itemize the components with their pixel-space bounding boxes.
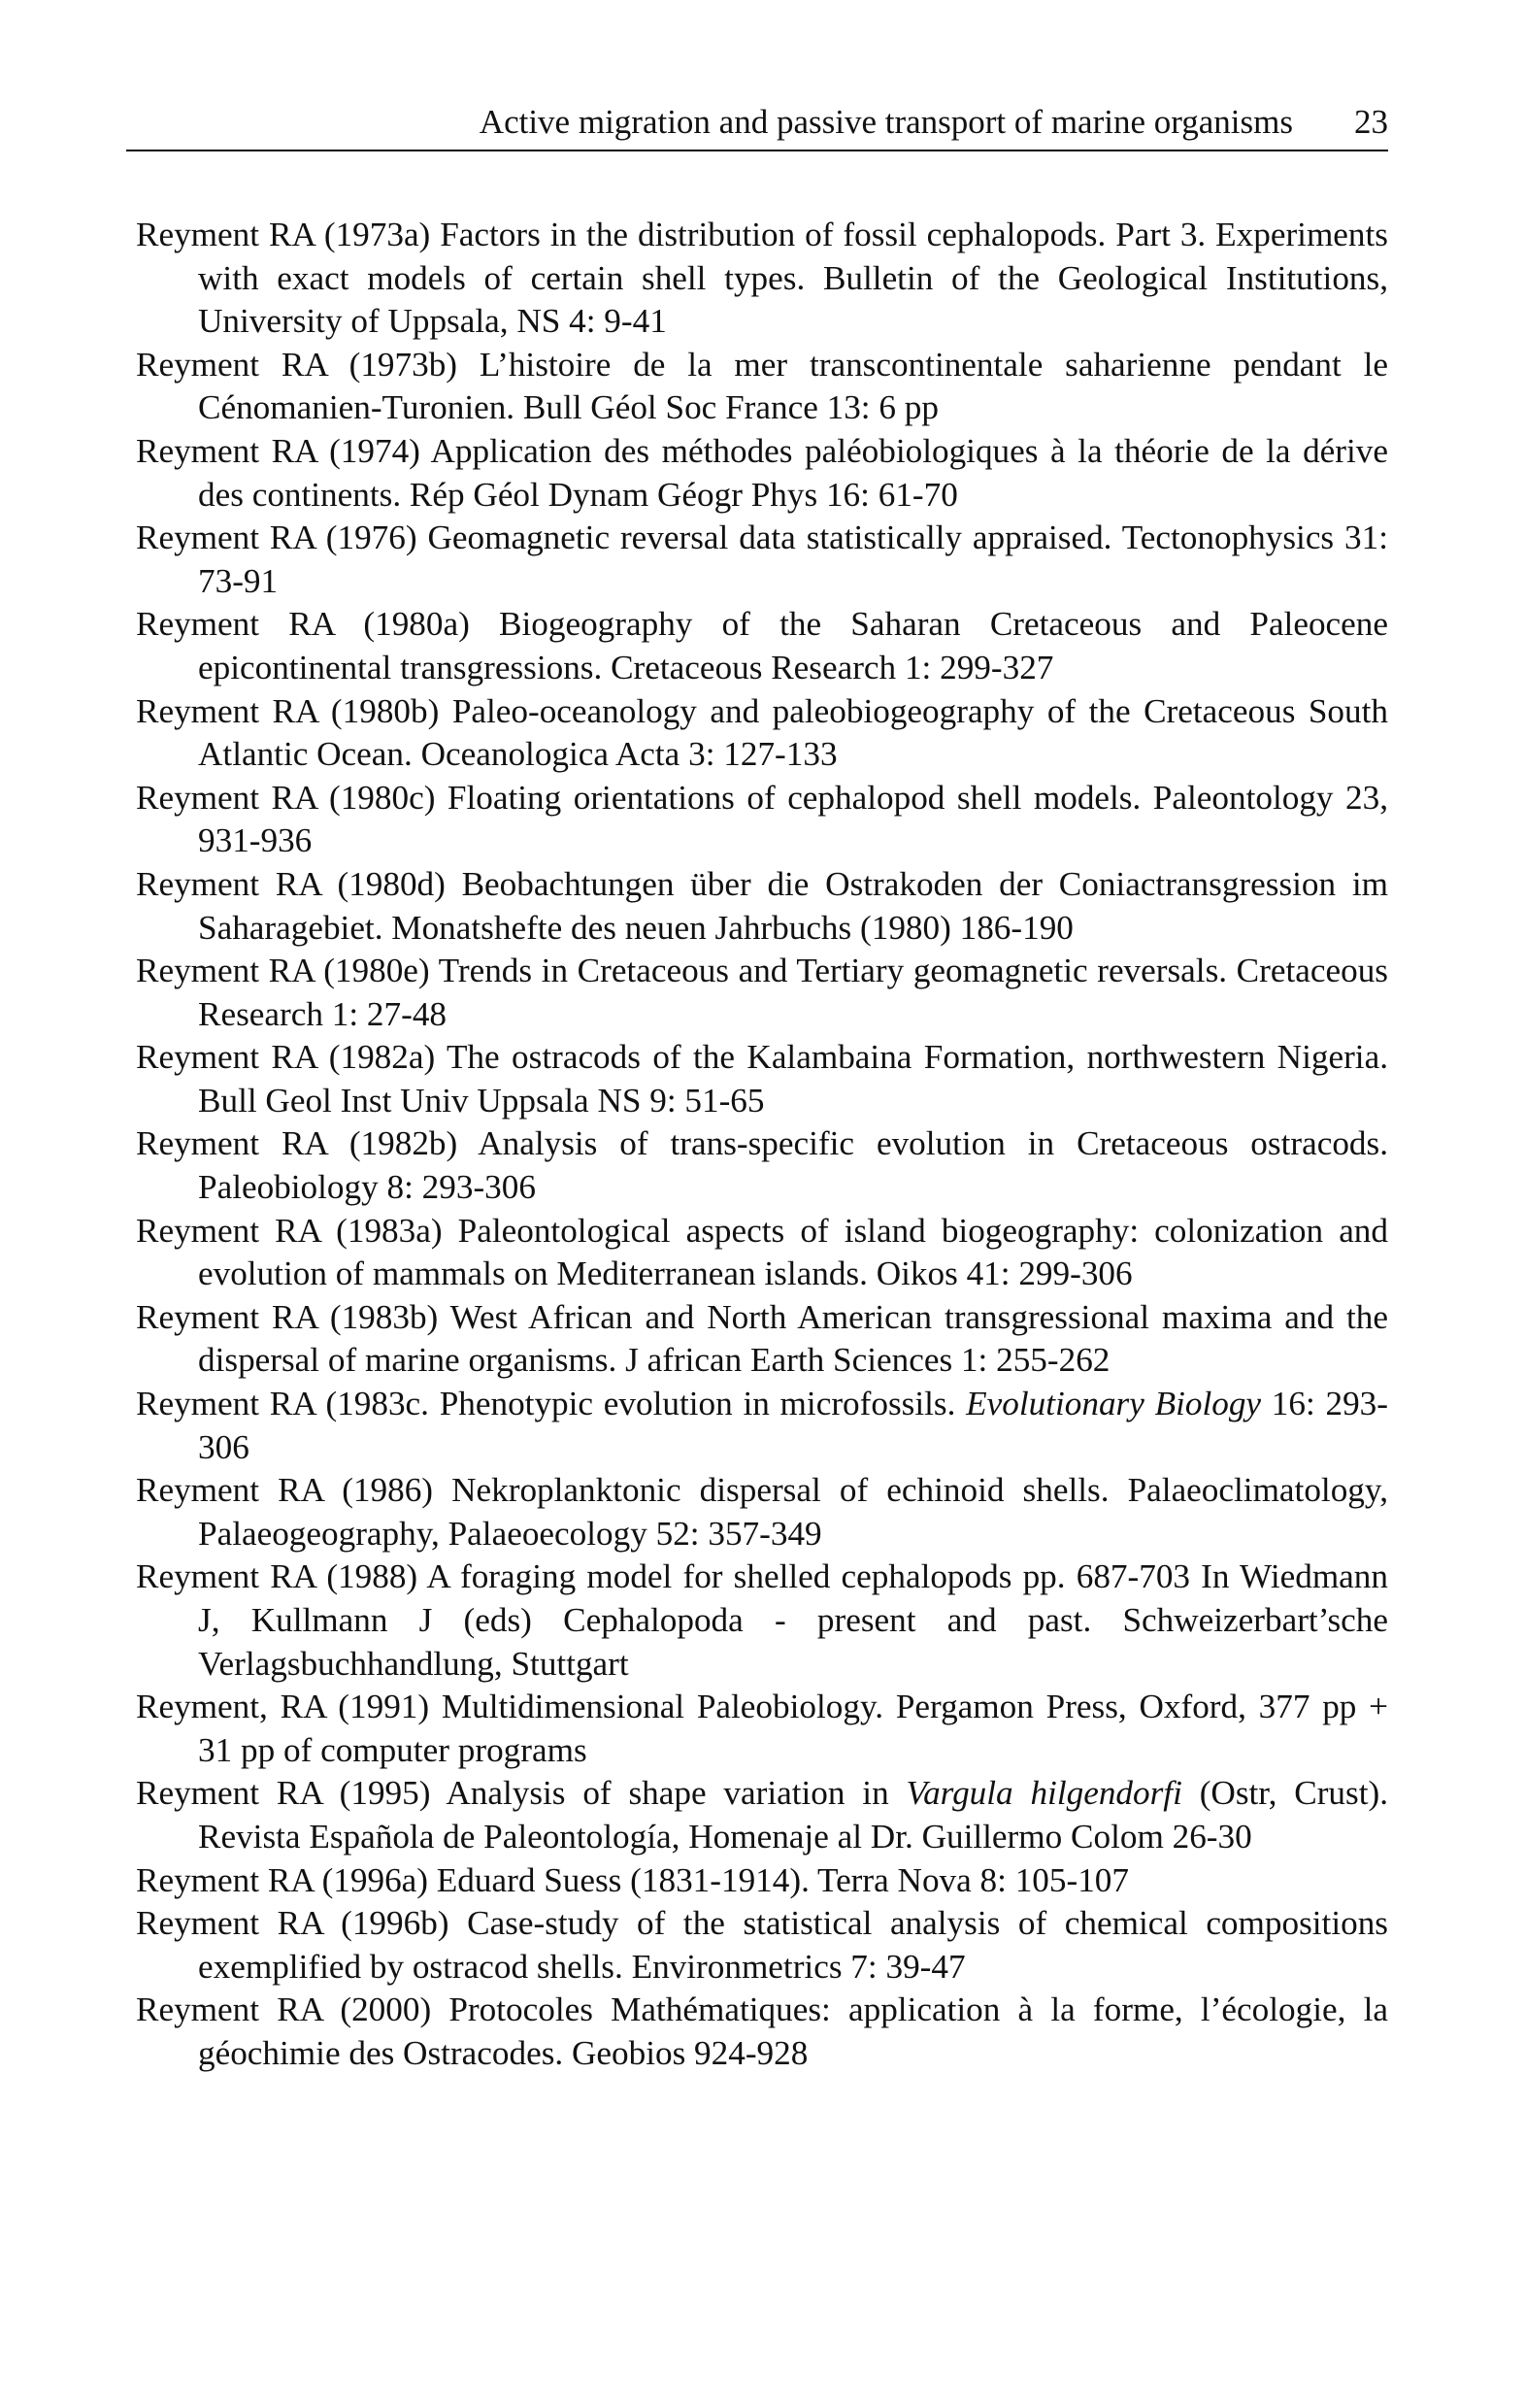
reference-italic-text: Evolutionary Biology (966, 1385, 1262, 1423)
reference-text: Reyment RA (1996a) Eduard Suess (1831-1914). Terra Nova 8: 105-107 (136, 1860, 1129, 1899)
reference-entry (136, 690, 1388, 777)
reference-text: Reyment RA (1980d) Beobachtungen über die Ostrakoden der Coniactransgression im Saharagebiet. Monatshefte des neuen Jahrbuchs (1980) 186-190 (136, 864, 1388, 947)
reference-entry (136, 1469, 1388, 1555)
reference-text: Reyment RA (1980b) Paleo-oceanology and paleobiogeography of the Cretaceous South Atlantic Ocean. Oceanologica Acta 3: 127-133 (136, 691, 1388, 774)
reference-entry (136, 1383, 1388, 1469)
reference-list (136, 214, 1388, 2076)
reference-text: Reyment RA (1980c) Floating orientations of cephalopod shell models. Paleontology 23, 931-936 (136, 778, 1388, 860)
reference-entry (136, 1989, 1388, 2075)
reference-entry (136, 1210, 1388, 1296)
reference-entry (136, 1036, 1388, 1122)
reference-text: Reyment RA (1996b) Case-study of the statistical analysis of chemical compositions exemplified by ostracod shells. Environmetrics 7: 39-47 (136, 1904, 1388, 1986)
reference-entry (136, 777, 1388, 863)
reference-text: Reyment RA (1976) Geomagnetic reversal data statistically appraised. Tectonophysics 31: 73-91 (136, 518, 1388, 600)
reference-text: Reyment RA (1973a) Factors in the distribution of fossil cephalopods. Part 3. Experiments with exact models of certain shell types. Bulletin of the Geological Institutions, University of Uppsala, NS 4: 9-41 (136, 216, 1388, 341)
reference-text: Reyment RA (1983a) Paleontological aspects of island biogeography: colonization and evolution of mammals on Mediterranean islands. Oikos 41: 299-306 (136, 1211, 1388, 1293)
page-number: 23 (1354, 103, 1388, 141)
reference-text: Reyment RA (2000) Protocoles Mathématiques: application à la forme, l’écologie, la géochimie des Ostracodes. Geobios 924-928 (136, 1990, 1388, 2072)
reference-text: Reyment RA (1974) Application des méthodes paléobiologiques à la théorie de la dérive des continents. Rép Géol Dynam Géogr Phys 16: 61-70 (136, 431, 1388, 514)
reference-text: Reyment RA (1973b) L’histoire de la mer transcontinentale saharienne pendant le Cénomanien-Turonien. Bull Géol Soc France 13: 6 pp (136, 345, 1388, 427)
reference-text: Reyment RA (1982a) The ostracods of the Kalambaina Formation, northwestern Nigeria. Bull Geol Inst Univ Uppsala NS 9: 51-65 (136, 1038, 1388, 1120)
reference-entry (136, 430, 1388, 517)
reference-entry (136, 344, 1388, 430)
reference-entry (136, 1122, 1388, 1209)
reference-text: Reyment RA (1982b) Analysis of trans-specific evolution in Cretaceous ostracods. Paleobiology 8: 293-306 (136, 1124, 1388, 1207)
running-header (126, 95, 1388, 151)
reference-text: Reyment, RA (1991) Multidimensional Paleobiology. Pergamon Press, Oxford, 377 pp + 31 pp of computer programs (136, 1688, 1388, 1769)
reference-entry (136, 603, 1388, 689)
reference-text: Reyment RA (1986) Nekroplanktonic dispersal of echinoid shells. Palaeoclimatology, Palaeogeography, Palaeoecology 52: 357-349 (136, 1471, 1388, 1553)
reference-text: Reyment RA (1980e) Trends in Cretaceous and Tertiary geomagnetic reversals. Cretaceous Research 1: 27-48 (136, 952, 1388, 1033)
reference-entry (136, 1296, 1388, 1383)
reference-entry (136, 1772, 1388, 1858)
reference-italic-text: Vargula hilgendorfi (906, 1774, 1182, 1813)
reference-text-tail: (Ostr, Crust). Revista Española de Paleontología, Homenaje al Dr. Guillermo Colom 26-30 (198, 1774, 1388, 1856)
reference-entry (136, 1859, 1388, 1903)
reference-entry (136, 517, 1388, 603)
reference-entry (136, 214, 1388, 344)
running-title: Active migration and passive transport of marine organisms (479, 103, 1293, 141)
reference-entry (136, 1686, 1388, 1772)
reference-text: Reyment RA (1983c. Phenotypic evolution in microfossils. (136, 1385, 967, 1423)
reference-entry (136, 1555, 1388, 1686)
reference-entry (136, 863, 1388, 950)
reference-text: Reyment RA (1988) A foraging model for shelled cephalopods pp. 687-703 In Wiedmann J, Kullmann J (eds) Cephalopoda - present and past. Schweizerbart’sche Verlagsbuchhandlung, Stuttgart (136, 1557, 1388, 1683)
reference-text: Reyment RA (1980a) Biogeography of the Saharan Cretaceous and Paleocene epicontinental transgressions. Cretaceous Research 1: 299-327 (136, 605, 1388, 686)
reference-entry (136, 950, 1388, 1036)
reference-entry (136, 1902, 1388, 1989)
reference-text: Reyment RA (1995) Analysis of shape variation in (136, 1774, 907, 1813)
reference-text-tail: 16: 293-306 (198, 1385, 1388, 1466)
reference-text: Reyment RA (1983b) West African and North American transgressional maxima and the dispersal of marine organisms. J african Earth Sciences 1: 255-262 (136, 1297, 1388, 1380)
